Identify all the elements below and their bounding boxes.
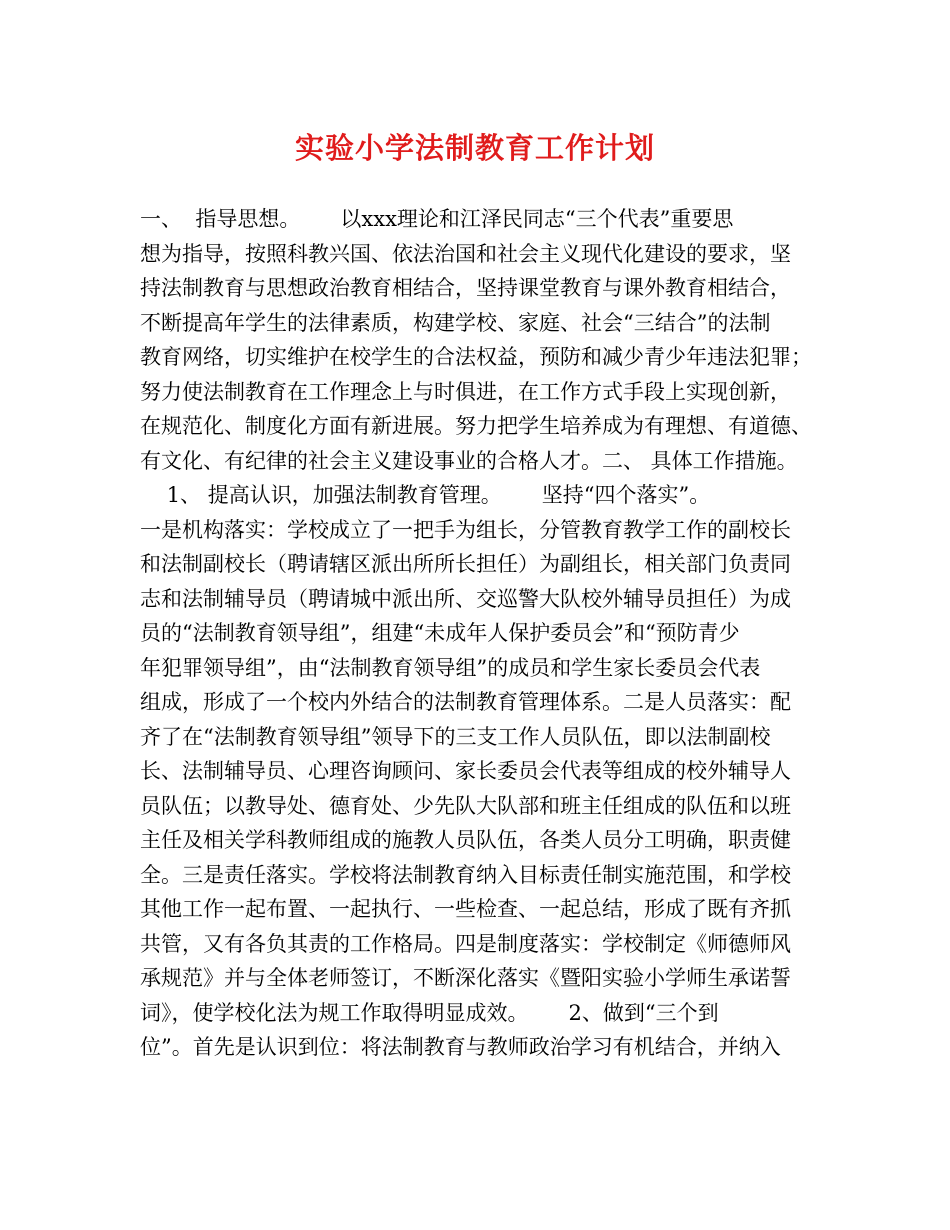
document-body	[140, 202, 824, 1065]
body-line: 一、 指导思想。 以xxx理论和江泽民同志“三个代表”重要思	[140, 207, 734, 231]
body-line: 组成，形成了一个校内外结合的法制教育管理体系。二是人员落实：配	[140, 690, 791, 714]
body-line: 1、 提高认识，加强法制教育管理。 坚持“四个落实”。	[140, 483, 711, 507]
body-line: 年犯罪领导组”，由“法制教育领导组”的成员和学生家长委员会代表	[140, 655, 761, 680]
body-line: 齐了在“法制教育领导组”领导下的三支工作人员队伍，即以法制副校	[140, 724, 771, 749]
body-line: 不断提高年学生的法律素质，构建学校、家庭、社会“三结合”的法制	[140, 310, 771, 335]
body-line: 持法制教育与思想政治教育相结合，坚持课堂教育与课外教育相结合，	[140, 276, 791, 300]
body-line: 在规范化、制度化方面有新进展。努力把学生培养成为有理想、有道德、	[140, 414, 812, 438]
body-line: 努力使法制教育在工作理念上与时俱进，在工作方式手段上实现创新，	[140, 379, 791, 404]
body-line: 共管，又有各负其责的工作格局。四是制度落实：学校制定《师德师风	[140, 931, 791, 956]
body-line: 想为指导，按照科教兴国、依法治国和社会主义现代化建设的要求，坚	[140, 241, 791, 266]
body-line: 全。三是责任落实。学校将法制教育纳入目标责任制实施范围，和学校	[140, 862, 791, 887]
body-line: 主任及相关学科教师组成的施教人员队伍，各类人员分工明确，职责健	[140, 828, 791, 852]
body-line: 承规范》并与全体老师签订，不断深化落实《暨阳实验小学师生承诺誓	[140, 966, 791, 990]
document-title: 实验小学法制教育工作计划	[294, 131, 655, 165]
body-line: 位”。首先是认识到位：将法制教育与教师政治学习有机结合，并纳入	[140, 1035, 781, 1059]
body-line: 有文化、有纪律的社会主义建设事业的合格人才。二、 具体工作措施。	[140, 448, 798, 473]
body-line: 志和法制辅导员（聘请城中派出所、交巡警大队校外辅导员担任）为成	[140, 586, 791, 611]
body-line: 和法制副校长（聘请辖区派出所所长担任）为副组长，相关部门负责同	[140, 552, 791, 576]
body-line: 员的“法制教育领导组”，组建“未成年人保护委员会”和“预防青少	[140, 621, 740, 645]
body-line: 词》，使学校化法为规工作取得明显成效。 2、做到“三个到	[140, 1000, 719, 1025]
body-line: 教育网络，切实维护在校学生的合法权益，预防和减少青少年违法犯罪；	[140, 345, 812, 369]
body-line: 其他工作一起布置、一起执行、一些检查、一起总结，形成了既有齐抓	[140, 897, 791, 921]
body-line: 长、法制辅导员、心理咨询顾问、家长委员会代表等组成的校外辅导人	[140, 759, 791, 783]
body-line: 员队伍；以教导处、德育处、少先队大队部和班主任组成的队伍和以班	[140, 793, 791, 818]
body-line: 一是机构落实：学校成立了一把手为组长，分管教育教学工作的副校长	[140, 517, 791, 542]
